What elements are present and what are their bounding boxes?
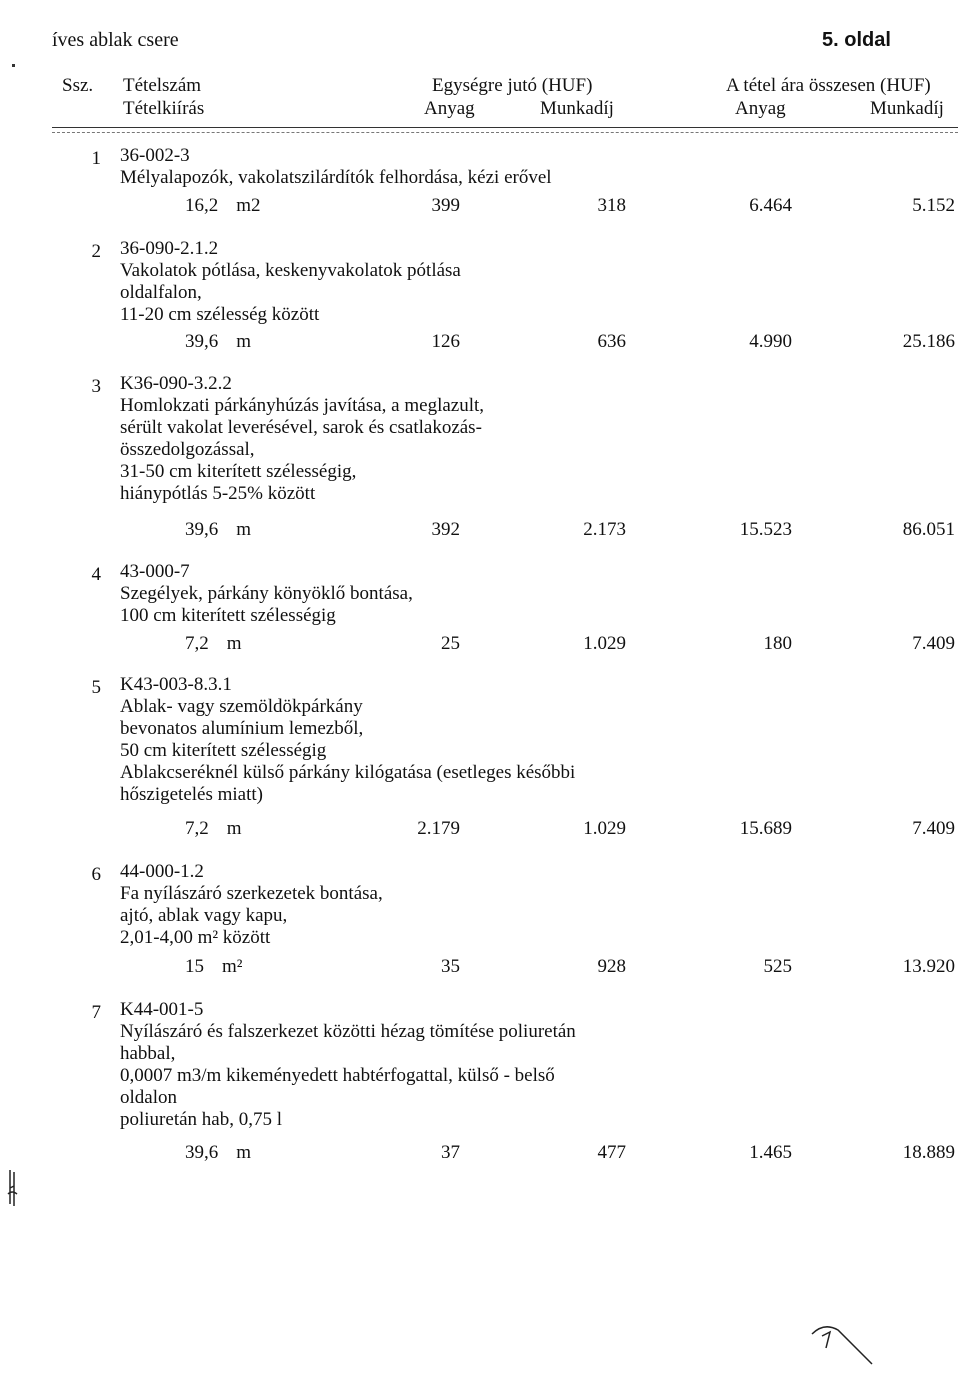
total-anyag: 1.465 [749, 1142, 792, 1163]
item-quantity: 16,2 m2 [185, 195, 261, 216]
col-tetelszam: Tételszám [123, 75, 202, 96]
item-quantity: 15 m² [185, 956, 243, 977]
unit-anyag: 126 [431, 331, 460, 352]
item-desc-line: 11-20 cm szélesség között [120, 304, 320, 325]
scan-dot [12, 64, 15, 67]
item-quantity: 39,6 m [185, 331, 252, 352]
col-total-anyag: Anyag [735, 98, 786, 119]
col-unit-anyag: Anyag [424, 98, 475, 119]
item-number: 7 [91, 1002, 101, 1023]
item-desc-line: poliuretán hab, 0,75 l [120, 1109, 282, 1130]
unit-munkadij: 477 [597, 1142, 626, 1163]
unit-anyag: 2.179 [417, 818, 460, 839]
header-rule-dashed [52, 132, 958, 133]
total-munkadij: 18.889 [902, 1142, 955, 1163]
col-ssz: Ssz. [62, 75, 94, 96]
total-anyag: 180 [763, 633, 792, 654]
item-desc-line: Ablakcseréknél külső párkány kilógatása (esetleges későbbi [120, 762, 576, 783]
item-desc-line: oldalon [120, 1087, 177, 1108]
unit-anyag: 25 [441, 633, 460, 654]
total-munkadij: 5.152 [912, 195, 955, 216]
item-desc-line: oldalfalon, [120, 282, 202, 303]
item-desc-line: 2,01-4,00 m² között [120, 927, 271, 948]
item-quantity: 39,6 m [185, 1142, 252, 1163]
total-anyag: 6.464 [749, 195, 792, 216]
item-number: 6 [91, 864, 101, 885]
unit-anyag: 392 [431, 519, 460, 540]
total-munkadij: 25.186 [902, 331, 955, 352]
item-desc-line: 0,0007 m3/m kikeményedett habtérfogattal, külső - belső [120, 1065, 555, 1086]
item-desc-line: habbal, [120, 1043, 176, 1064]
item-quantity: 39,6 m [185, 519, 252, 540]
unit-munkadij: 928 [597, 956, 626, 977]
item-quantity: 7,2 m [185, 818, 242, 839]
item-code: 36-002-3 [120, 145, 190, 166]
unit-munkadij: 318 [597, 195, 626, 216]
document-title: íves ablak csere [52, 29, 179, 51]
item-desc-line: Fa nyílászáró szerkezetek bontása, [120, 883, 383, 904]
item-code: 44-000-1.2 [120, 861, 204, 882]
unit-munkadij: 1.029 [583, 818, 626, 839]
item-desc-line: 100 cm kiterített szélességig [120, 605, 336, 626]
col-unit-munkadij: Munkadíj [540, 98, 614, 119]
item-desc-line: Mélyalapozók, vakolatszilárdítók felhordása, kézi erővel [120, 167, 552, 188]
item-desc-line: 31-50 cm kiterített szélességig, [120, 461, 357, 482]
unit-munkadij: 1.029 [583, 633, 626, 654]
item-code: K36-090-3.2.2 [120, 373, 232, 394]
item-desc-line: Vakolatok pótlása, keskenyvakolatok pótlása [120, 260, 461, 281]
item-code: 36-090-2.1.2 [120, 238, 219, 259]
item-number: 3 [91, 376, 101, 397]
unit-munkadij: 636 [597, 331, 626, 352]
item-code: 43-000-7 [120, 561, 190, 582]
item-desc-line: bevonatos alumínium lemezből, [120, 718, 364, 739]
col-tetelkiiras: Tételkiírás [123, 98, 205, 119]
col-unit-group: Egységre jutó (HUF) [432, 75, 593, 96]
col-total-group: A tétel ára összesen (HUF) [726, 75, 931, 96]
page-number: 5. oldal [822, 29, 891, 51]
unit-munkadij: 2.173 [583, 519, 626, 540]
item-desc-line: hiánypótlás 5-25% között [120, 483, 316, 504]
total-munkadij: 7.409 [912, 633, 955, 654]
item-desc-line: összedolgozással, [120, 439, 255, 460]
item-desc-line: Ablak- vagy szemöldökpárkány [120, 696, 363, 717]
item-desc-line: ajtó, ablak vagy kapu, [120, 905, 288, 926]
item-code: K43-003-8.3.1 [120, 674, 232, 695]
total-munkadij: 7.409 [912, 818, 955, 839]
item-code: K44-001-5 [120, 999, 204, 1020]
handwritten-mark [810, 1318, 880, 1368]
item-desc-line: 50 cm kiterített szélességig [120, 740, 327, 761]
item-number: 4 [91, 564, 101, 585]
total-munkadij: 86.051 [902, 519, 955, 540]
item-desc-line: hőszigetelés miatt) [120, 784, 263, 805]
unit-anyag: 35 [441, 956, 460, 977]
total-anyag: 15.689 [739, 818, 792, 839]
header-rule [52, 127, 958, 128]
total-anyag: 15.523 [739, 519, 792, 540]
item-number: 1 [91, 148, 101, 169]
total-munkadij: 13.920 [902, 956, 955, 977]
item-quantity: 7,2 m [185, 633, 242, 654]
item-number: 5 [91, 677, 101, 698]
item-desc-line: Nyílászáró és falszerkezet közötti hézag tömítése poliuretán [120, 1021, 576, 1042]
total-anyag: 525 [763, 956, 792, 977]
col-total-munkadij: Munkadíj [870, 98, 944, 119]
unit-anyag: 37 [441, 1142, 460, 1163]
item-desc-line: sérült vakolat leverésével, sarok és csatlakozás- [120, 417, 482, 438]
item-desc-line: Szegélyek, párkány könyöklő bontása, [120, 583, 413, 604]
item-number: 2 [91, 241, 101, 262]
unit-anyag: 399 [431, 195, 460, 216]
item-desc-line: Homlokzati párkányhúzás javítása, a meglazult, [120, 395, 485, 416]
margin-scribble-mark [4, 1168, 24, 1208]
total-anyag: 4.990 [749, 331, 792, 352]
